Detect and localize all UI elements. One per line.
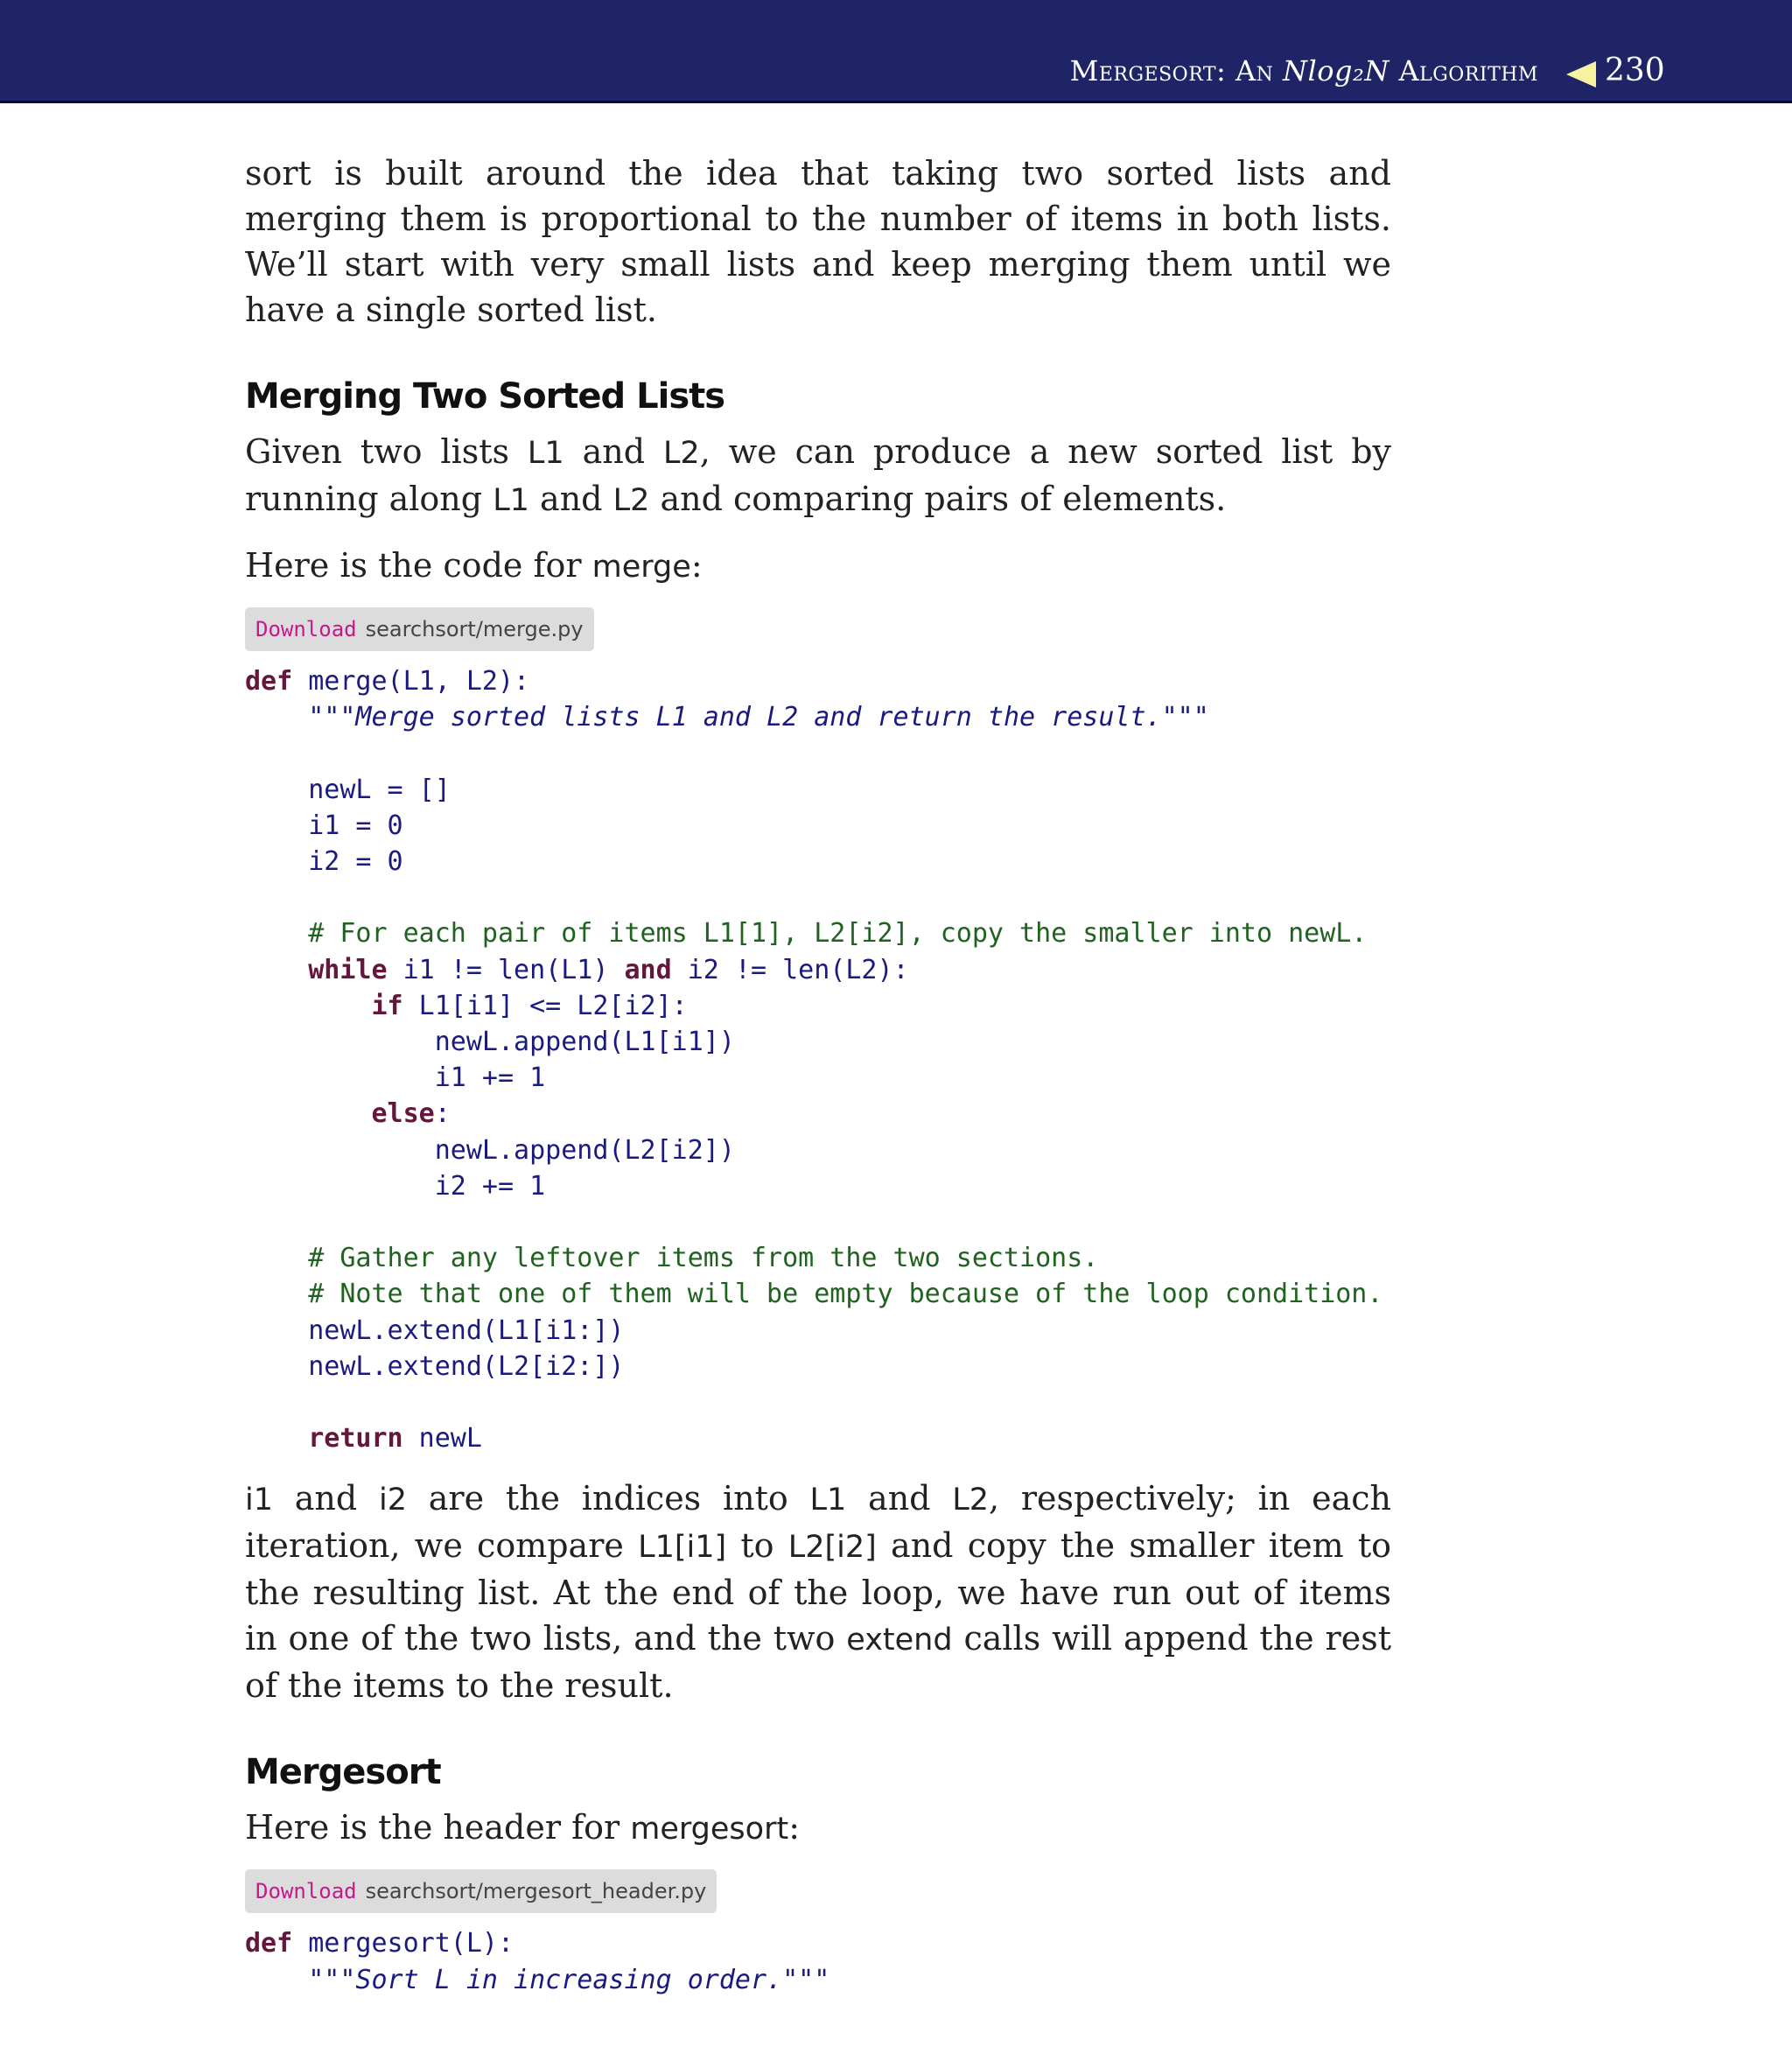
- mergesort-code-block: def mergesort(L): """Sort L in increasing order.""": [245, 1928, 830, 1995]
- merge-code-block: def merge(L1, L2): """Merge sorted lists L1 and L2 and return the result.""" newL = [] i1 = 0 i2 = 0 # For each pair of items L1[1], L2[i2], copy the smaller into newL. while i1 != len(L1) and i2 != len(L2): if L1[i1] <= L2[i2]: newL.append(L1[i1]) i1 += 1 else: newL.append(L2[i2]) i2 += 1 # Gather any leftover items from the two sections. # Note that one of them will be empty because of the loop condition. newL.extend(L1[i1:]) newL.extend(L2[i2:]) return newL: [245, 666, 1383, 1455]
- merge-explanation-paragraph: i1 and i2 are the indices into L1 and L2, respectively; in each iteration, we compare L1[i1] to L2[i2] and copy the smaller item to the resulting list. At the end of the loop, we have run out of items in one of the two lists, and the two extend calls will append the rest of the items to the result.: [245, 1479, 1392, 1706]
- merge-code-intro: Here is the code for merge:: [245, 546, 703, 585]
- download-merge-link[interactable]: [245, 607, 594, 651]
- download-mergesort-header-link[interactable]: [245, 1869, 717, 1913]
- section-heading-merging: Merging Two Sorted Lists: [245, 376, 725, 417]
- download-label: Download: [256, 617, 357, 641]
- intro-paragraph: sort is built around the idea that taking two sorted lists and merging them is proportional to the number of items in both lists. We’ll start with very small lists and keep merging them until we have a single sorted list.: [245, 154, 1391, 329]
- page-number: 230: [1605, 53, 1665, 88]
- mergesort-header-intro: Here is the header for mergesort:: [245, 1808, 800, 1847]
- download-label: Download: [256, 1879, 357, 1904]
- section-heading-mergesort: Mergesort: [245, 1752, 441, 1793]
- previous-page-arrow-icon[interactable]: [1566, 61, 1596, 88]
- chapter-title: Mergesort: An Nlog₂N Algorithm: [1069, 54, 1538, 88]
- download-path: searchsort/mergesort_header.py: [365, 1879, 707, 1904]
- running-header: [0, 0, 1792, 103]
- download-path: searchsort/merge.py: [365, 617, 584, 641]
- merging-intro-paragraph: Given two lists L1 and L2, we can produce a new sorted list by running along L1 and L2 and comparing pairs of elements.: [245, 432, 1391, 518]
- page-content: [245, 151, 1391, 1998]
